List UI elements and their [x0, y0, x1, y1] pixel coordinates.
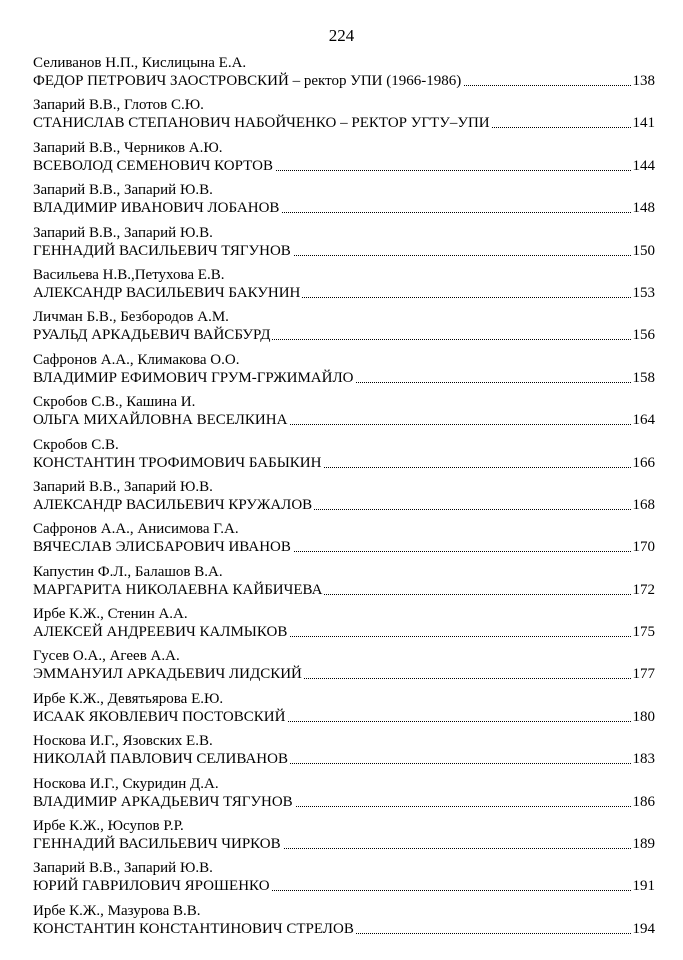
entry-authors: Скробов С.В. — [33, 436, 119, 453]
entry-title: ЮРИЙ ГАВРИЛОВИЧ ЯРОШЕНКО — [33, 878, 270, 895]
toc-entry — [33, 521, 655, 563]
entry-authors: Гусев О.А., Агеев А.А. — [33, 648, 180, 665]
toc-entry — [33, 225, 655, 267]
entry-title: ВЯЧЕСЛАВ ЭЛИСБАРОВИЧ ИВАНОВ — [33, 539, 291, 556]
entry-authors: Запарий В.В., Запарий Ю.В. — [33, 224, 213, 241]
entry-title: ГЕННАДИЙ ВАСИЛЬЕВИЧ ТЯГУНОВ — [33, 242, 291, 259]
toc-entry — [33, 55, 655, 97]
entry-authors: Скробов С.В., Кашина И. — [33, 394, 196, 411]
entry-title-line — [33, 199, 655, 217]
entry-title-line — [33, 411, 655, 429]
entry-title: АЛЕКСАНДР ВАСИЛЬЕВИЧ БАКУНИН — [33, 284, 301, 301]
toc-entry — [33, 903, 655, 945]
entry-authors: Васильева Н.В.,Петухова Е.В. — [33, 266, 225, 283]
toc-entry — [33, 267, 655, 309]
table-of-contents — [33, 55, 655, 945]
entry-title-line — [33, 157, 655, 175]
entry-title: СТАНИСЛАВ СТЕПАНОВИЧ НАБОЙЧЕНКО – РЕКТОР УГТУ–УПИ — [33, 115, 490, 132]
toc-entry — [33, 479, 655, 521]
entry-title-line — [33, 72, 655, 90]
entry-title: МАРГАРИТА НИКОЛАЕВНА КАЙБИЧЕВА — [33, 581, 323, 598]
entry-title-line — [33, 877, 655, 895]
toc-entry — [33, 394, 655, 436]
entry-page-number: 177 — [632, 666, 655, 683]
toc-entry — [33, 182, 655, 224]
entry-title-line — [33, 454, 655, 472]
entry-page-number: 183 — [632, 751, 655, 768]
entry-page-number: 194 — [632, 920, 655, 937]
entry-title: ЭММАНУИЛ АРКАДЬЕВИЧ ЛИДСКИЙ — [33, 666, 302, 683]
entry-page-number: 172 — [632, 581, 655, 598]
entry-page-number: 164 — [632, 412, 655, 429]
entry-authors: Носкова И.Г., Язовских Е.В. — [33, 733, 213, 750]
entry-authors: Селиванов Н.П., Кислицына Е.А. — [33, 55, 247, 71]
entry-page-number: 166 — [632, 454, 655, 471]
entry-page-number: 168 — [632, 496, 655, 513]
entry-title-line — [33, 623, 655, 641]
entry-authors: Запарий В.В., Запарий Ю.В. — [33, 478, 213, 495]
entry-authors: Ирбе К.Ж., Мазурова В.В. — [33, 902, 201, 919]
entry-page-number: 144 — [632, 157, 655, 174]
entry-title: РУАЛЬД АРКАДЬЕВИЧ ВАЙСБУРД — [33, 327, 271, 344]
entry-authors: Капустин Ф.Л., Балашов В.А. — [33, 563, 223, 580]
entry-title: ВЛАДИМИР АРКАДЬЕВИЧ ТЯГУНОВ — [33, 793, 293, 810]
entry-authors: Ирбе К.Ж., Юсупов Р.Р. — [33, 818, 184, 835]
entry-title: ФЕДОР ПЕТРОВИЧ ЗАОСТРОВСКИЙ – ректор УПИ (1966-1986) — [33, 73, 462, 89]
entry-authors: Запарий В.В., Глотов С.Ю. — [33, 97, 204, 114]
entry-page-number: 170 — [632, 539, 655, 556]
entry-title-line — [33, 242, 655, 260]
entry-title: КОНСТАНТИН ТРОФИМОВИЧ БАБЫКИН — [33, 454, 322, 471]
toc-entry — [33, 352, 655, 394]
entry-title-line — [33, 581, 655, 599]
entry-page-number: 175 — [632, 624, 655, 641]
entry-title-line — [33, 538, 655, 556]
entry-authors: Личман Б.В., Безбородов А.М. — [33, 309, 229, 326]
entry-title-line — [33, 835, 655, 853]
entry-authors: Носкова И.Г., Скуридин Д.А. — [33, 775, 219, 792]
entry-authors: Сафронов А.А., Анисимова Г.А. — [33, 521, 239, 538]
entry-page-number: 153 — [632, 284, 655, 301]
entry-title-line — [33, 920, 655, 938]
toc-entry — [33, 648, 655, 690]
entry-authors: Запарий В.В., Черников А.Ю. — [33, 139, 223, 156]
entry-title: ИСААК ЯКОВЛЕВИЧ ПОСТОВСКИЙ — [33, 708, 286, 725]
toc-entry — [33, 437, 655, 479]
toc-entry — [33, 776, 655, 818]
toc-entry — [33, 818, 655, 860]
entry-title: ОЛЬГА МИХАЙЛОВНА ВЕСЕЛКИНА — [33, 412, 288, 429]
toc-entry — [33, 691, 655, 733]
toc-entry — [33, 606, 655, 648]
entry-title: ВСЕВОЛОД СЕМЕНОВИЧ КОРТОВ — [33, 157, 273, 174]
entry-authors: Запарий В.В., Запарий Ю.В. — [33, 860, 213, 877]
entry-title-line — [33, 750, 655, 768]
entry-page-number: 141 — [632, 115, 655, 132]
entry-title-line — [33, 284, 655, 302]
entry-authors: Ирбе К.Ж., Стенин А.А. — [33, 606, 188, 623]
entry-page-number: 180 — [632, 708, 655, 725]
entry-page-number: 138 — [632, 73, 655, 89]
entry-page-number: 158 — [632, 369, 655, 386]
entry-title: ГЕННАДИЙ ВАСИЛЬЕВИЧ ЧИРКОВ — [33, 836, 281, 853]
toc-entry — [33, 140, 655, 182]
page-number: 224 — [328, 26, 355, 45]
entry-title: АЛЕКСЕЙ АНДРЕЕВИЧ КАЛМЫКОВ — [33, 624, 288, 641]
toc-entry — [33, 97, 655, 139]
entry-page-number: 191 — [632, 878, 655, 895]
entry-title-line — [33, 665, 655, 683]
toc-entry — [33, 733, 655, 775]
entry-page-number: 156 — [632, 327, 655, 344]
entry-title-line — [33, 708, 655, 726]
entry-authors: Ирбе К.Ж., Девятьярова Е.Ю. — [33, 690, 224, 707]
entry-title-line — [33, 496, 655, 514]
entry-authors: Запарий В.В., Запарий Ю.В. — [33, 182, 213, 199]
toc-entry — [33, 564, 655, 606]
entry-page-number: 186 — [632, 793, 655, 810]
entry-title: ВЛАДИМИР ЕФИМОВИЧ ГРУМ-ГРЖИМАЙЛО — [33, 369, 354, 386]
toc-entry — [33, 309, 655, 351]
entry-title-line — [33, 326, 655, 344]
entry-authors: Сафронов А.А., Климакова О.О. — [33, 351, 240, 368]
entry-title: НИКОЛАЙ ПАВЛОВИЧ СЕЛИВАНОВ — [33, 751, 288, 768]
entry-title-line — [33, 369, 655, 387]
entry-title: КОНСТАНТИН КОНСТАНТИНОВИЧ СТРЕЛОВ — [33, 920, 354, 937]
entry-title: АЛЕКСАНДР ВАСИЛЬЕВИЧ КРУЖАЛОВ — [33, 496, 313, 513]
entry-page-number: 148 — [632, 200, 655, 217]
entry-page-number: 189 — [632, 836, 655, 853]
toc-entry — [33, 860, 655, 902]
entry-title: ВЛАДИМИР ИВАНОВИЧ ЛОБАНОВ — [33, 200, 280, 217]
entry-title-line — [33, 793, 655, 811]
entry-title-line — [33, 114, 655, 132]
entry-page-number: 150 — [632, 242, 655, 259]
